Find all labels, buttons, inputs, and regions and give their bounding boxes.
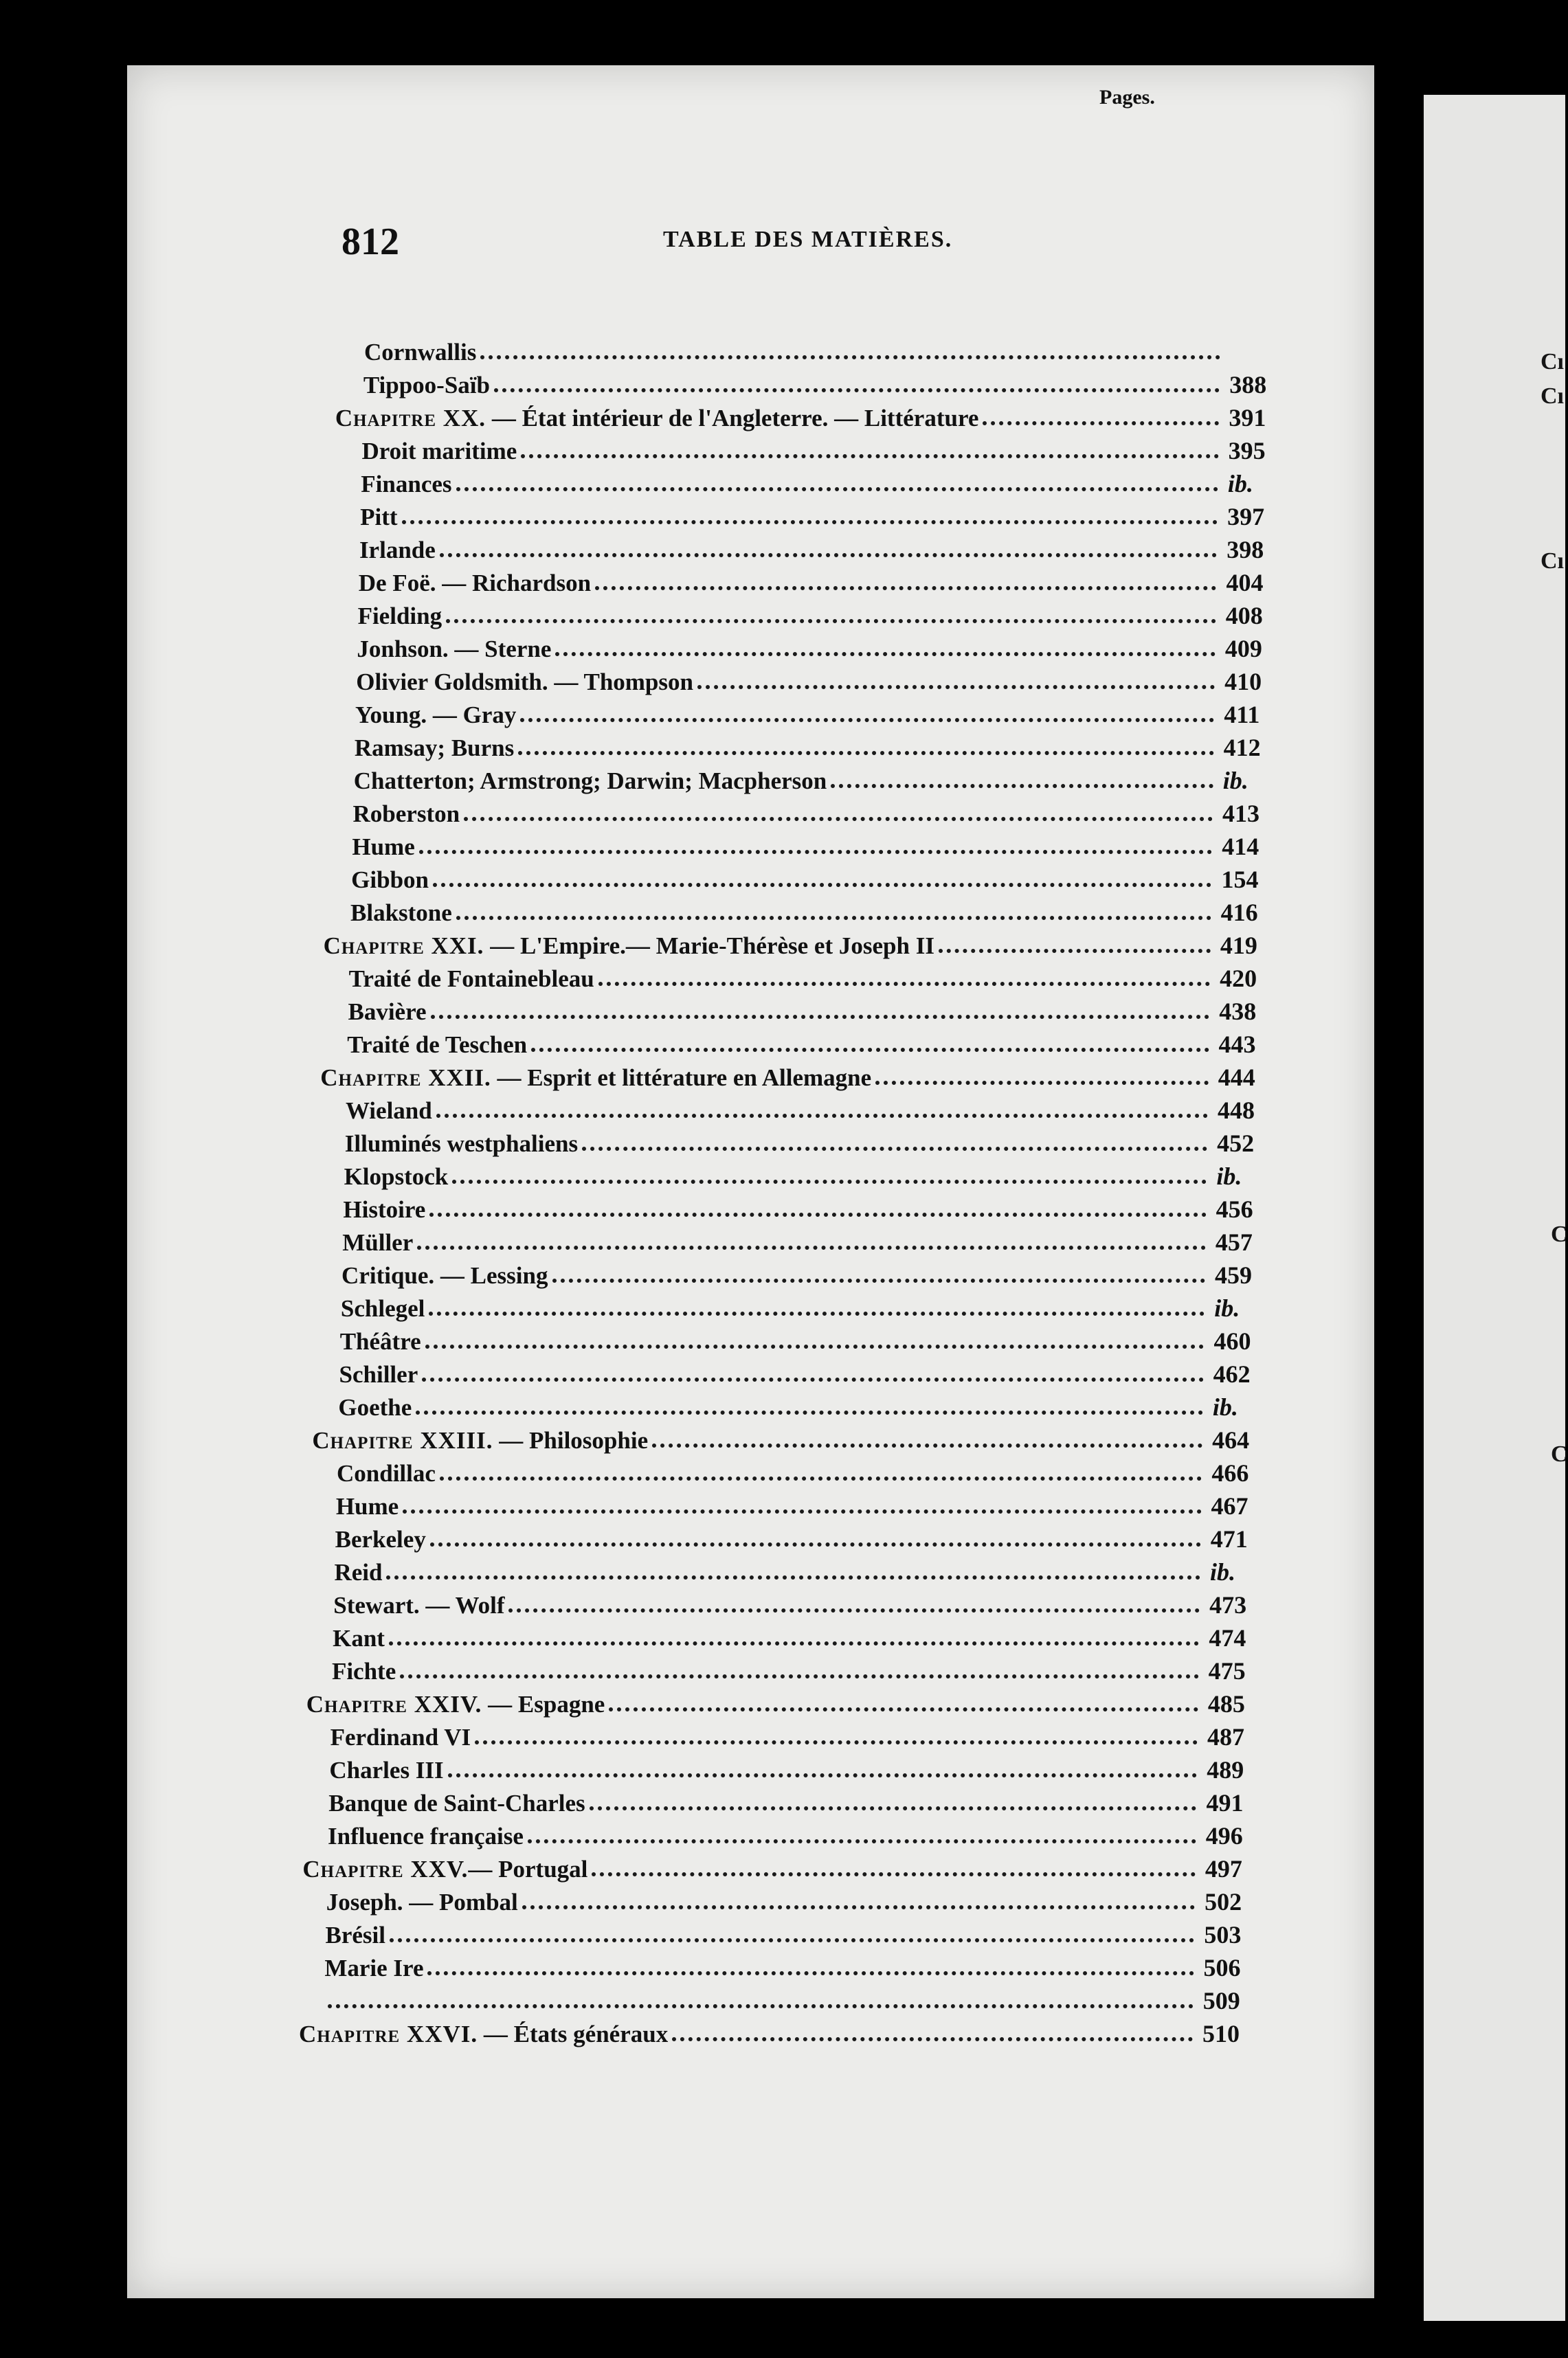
dot-leader	[494, 388, 1220, 392]
toc-page-number: 397	[1227, 503, 1265, 530]
toc-page-number: 460	[1213, 1327, 1251, 1355]
dot-leader	[595, 586, 1216, 590]
toc-entry-text: Histoire	[343, 1196, 426, 1223]
toc-entry-text: Schiller	[339, 1361, 418, 1388]
dot-leader	[389, 1641, 1199, 1646]
toc-entry-text: Reid	[334, 1559, 383, 1586]
toc-page-number: 503	[1204, 1921, 1242, 1949]
toc-entry-label	[331, 1724, 475, 1751]
right-page-fragment: C	[1551, 1222, 1568, 1247]
pages-column-label: Pages.	[1099, 86, 1155, 109]
toc-page-number: 467	[1211, 1492, 1248, 1520]
toc-entry-label	[354, 767, 831, 795]
toc-page-number: 475	[1208, 1657, 1246, 1685]
toc-page-number: 506	[1203, 1954, 1241, 1981]
toc-page-number: ib.	[1222, 767, 1248, 794]
toc-entry-text: Young. — Gray	[355, 701, 517, 728]
toc-chapter-row	[320, 1059, 1286, 1092]
toc-entry-label	[356, 669, 697, 696]
dot-leader	[403, 1509, 1201, 1514]
toc-entry-row	[352, 828, 1290, 861]
toc-entry-label	[329, 1757, 447, 1784]
toc-entry-row	[356, 663, 1293, 696]
toc-entry-text: Roberston	[352, 800, 460, 827]
toc-entry-label	[341, 1295, 429, 1323]
toc-entry-label	[333, 1592, 508, 1619]
toc-page-number: ib.	[1227, 470, 1253, 497]
dot-leader	[436, 1114, 1208, 1118]
toc-entry-row	[348, 993, 1288, 1026]
right-page-fragment: Cı	[1541, 349, 1564, 374]
toc-entry-row	[342, 1224, 1284, 1257]
toc-entry-label	[361, 438, 521, 465]
dot-leader	[475, 1740, 1198, 1744]
toc-entry-label	[359, 570, 595, 597]
toc-entry-label	[355, 734, 518, 762]
dot-leader	[528, 1839, 1196, 1843]
dot-leader	[446, 619, 1216, 623]
dot-leader	[440, 553, 1217, 557]
toc-page-number: ib.	[1216, 1163, 1242, 1190]
toc-entry-text: Klopstock	[344, 1163, 449, 1190]
toc-page-number: 404	[1226, 569, 1264, 596]
toc-page-number: 412	[1223, 734, 1261, 761]
toc-entry-row	[337, 1455, 1280, 1487]
toc-page-number: 485	[1207, 1690, 1245, 1718]
toc-entry-row	[354, 762, 1292, 795]
toc-page-number: 464	[1212, 1426, 1250, 1454]
toc-entry-label	[326, 1922, 390, 1949]
toc-chapter-row	[302, 1850, 1274, 1883]
toc-page-number: 496	[1205, 1822, 1243, 1850]
toc-page-number: 510	[1202, 2020, 1240, 2047]
dot-leader	[417, 1246, 1206, 1250]
dot-leader	[520, 718, 1214, 722]
toc-entry-row	[363, 366, 1298, 399]
toc-entry-label	[349, 965, 598, 993]
toc-chapter-row	[299, 2015, 1271, 2048]
toc-entry-text: Hume	[335, 1493, 399, 1520]
toc-entry-label	[345, 1130, 582, 1158]
toc-entry-label	[348, 998, 430, 1026]
toc-entry-label	[326, 1889, 522, 1916]
toc-page-number: 414	[1222, 833, 1259, 860]
toc-entry-row	[349, 960, 1288, 993]
dot-leader	[590, 1806, 1197, 1810]
toc-entry-text: Bavière	[348, 998, 427, 1025]
toc-page-number: 457	[1215, 1228, 1253, 1256]
toc-entry-row	[333, 1619, 1277, 1652]
toc-entry-text: Joseph. — Pombal	[326, 1889, 518, 1916]
toc-entry-label	[339, 1361, 423, 1389]
toc-page-number: 391	[1229, 404, 1266, 431]
dot-leader	[429, 1213, 1206, 1217]
toc-entry-text: Traité de Teschen	[347, 1031, 528, 1058]
toc-page-number: 409	[1224, 635, 1262, 662]
dot-leader	[697, 685, 1215, 689]
toc-page-number: 419	[1220, 932, 1257, 959]
chapter-number: Chapitre XX.	[335, 405, 486, 431]
toc-entry-label	[355, 701, 520, 729]
toc-entry-row	[333, 1586, 1278, 1619]
toc-entry-label	[358, 603, 447, 630]
toc-entry-label	[353, 800, 464, 828]
toc-entry-row	[328, 1817, 1275, 1850]
toc-entry-label	[342, 1229, 417, 1257]
chapter-number: Chapitre XXII.	[320, 1064, 491, 1091]
toc-entry-text: — Espagne	[482, 1691, 605, 1718]
toc-entry-row	[347, 1026, 1287, 1059]
toc-entry-text: Wieland	[345, 1097, 432, 1124]
toc-page-number: 438	[1219, 998, 1257, 1025]
toc-page-number: 509	[1202, 1987, 1240, 2014]
toc-entry-text: Müller	[342, 1229, 414, 1256]
toc-entry-row	[343, 1191, 1284, 1224]
toc-page-number: ib.	[1214, 1294, 1240, 1322]
dot-leader	[400, 1674, 1198, 1678]
dot-leader	[431, 1015, 1210, 1019]
toc-entry-text: — État intérieur de l'Angleterre. — Littérature	[486, 405, 979, 431]
toc-entry-row	[329, 1751, 1275, 1784]
toc-entry-row	[326, 1916, 1273, 1949]
toc-entry-row	[357, 630, 1294, 663]
dot-leader	[531, 1048, 1209, 1052]
toc-page-number: 502	[1205, 1888, 1242, 1916]
toc-entry-text: Kant	[333, 1625, 385, 1652]
toc-entry-row	[351, 861, 1290, 894]
right-page-fragment: Cı	[1541, 548, 1564, 574]
dot-leader	[429, 1312, 1205, 1316]
toc-entry-row	[345, 1125, 1286, 1158]
toc-entry-text: Olivier Goldsmith. — Thompson	[356, 669, 693, 695]
toc-entry-text: Goethe	[338, 1394, 412, 1421]
toc-entry-text: Brésil	[325, 1922, 385, 1949]
toc-page-number: 395	[1228, 437, 1266, 464]
dot-leader	[518, 751, 1213, 755]
toc-entry-row	[359, 564, 1295, 597]
toc-entry-label	[360, 504, 401, 531]
toc-entry-label	[343, 1196, 429, 1224]
toc-entry-text: Fichte	[331, 1658, 396, 1685]
toc-entry-text: Ferdinand VI	[330, 1724, 471, 1751]
toc-entry-text: Traité de Fontainebleau	[348, 965, 594, 992]
toc-page-number: 413	[1222, 800, 1259, 827]
toc-entry-label	[324, 1955, 427, 1982]
toc-page-number: 474	[1209, 1624, 1246, 1652]
toc-entry-row	[344, 1158, 1286, 1191]
toc-page-number: ib.	[1209, 1558, 1235, 1586]
toc-entry-label	[333, 1625, 389, 1652]
dot-leader	[464, 817, 1213, 821]
dot-leader	[508, 1608, 1200, 1613]
toc-entry-text: Hume	[352, 833, 415, 860]
toc-entry-row	[361, 465, 1297, 498]
toc-entry-label	[344, 1163, 453, 1191]
toc-entry-text: — Esprit et littérature en Allemagne	[491, 1064, 872, 1091]
toc-entry-label	[352, 833, 418, 861]
toc-entry-row	[335, 1520, 1279, 1553]
chapter-number: Chapitre XXIII.	[312, 1427, 493, 1454]
toc-entry-label	[350, 899, 456, 927]
toc-page-number: 420	[1220, 965, 1257, 992]
toc-page-number: 408	[1225, 602, 1263, 629]
toc-entry-label	[363, 372, 494, 399]
running-title: TABLE DES MATIÈRES.	[663, 227, 953, 252]
toc-entry-row	[339, 1356, 1282, 1389]
dot-leader	[390, 1938, 1194, 1942]
toc-entry-text: Condillac	[337, 1460, 436, 1487]
toc-entry-row	[336, 1487, 1280, 1520]
toc-entry-text: Illuminés westphaliens	[344, 1130, 579, 1157]
toc-entry-row	[341, 1290, 1283, 1323]
toc-entry-row	[331, 1718, 1276, 1751]
toc-entry-text: — Portugal	[468, 1856, 588, 1883]
dot-leader	[328, 2004, 1194, 2008]
toc-entry-row	[361, 432, 1297, 465]
dot-leader	[402, 520, 1218, 524]
page-number: 812	[341, 221, 399, 263]
toc-page-number: 497	[1205, 1855, 1242, 1883]
toc-entry-text: Irlande	[359, 537, 436, 563]
toc-chapter-row	[306, 1685, 1277, 1718]
toc-entry-label	[335, 1526, 430, 1553]
toc-entry-text: Stewart. — Wolf	[333, 1592, 505, 1619]
dot-leader	[433, 883, 1211, 887]
toc-entry-label	[332, 1658, 400, 1685]
toc-entry-label	[341, 1262, 552, 1290]
toc-entry-text: Critique. — Lessing	[341, 1262, 548, 1289]
toc-entry-row	[353, 795, 1291, 828]
toc-entry-label	[320, 1064, 875, 1092]
toc-entry-label	[340, 1328, 425, 1356]
toc-entry-row	[341, 1257, 1284, 1290]
dot-leader	[939, 949, 1211, 953]
toc-page-number: 444	[1218, 1064, 1255, 1091]
toc-entry-row	[332, 1652, 1277, 1685]
toc-entry-text: Gibbon	[351, 866, 429, 893]
dot-leader	[521, 454, 1218, 458]
toc-entry-text: Banque de Saint-Charles	[328, 1790, 585, 1817]
toc-entry-label	[334, 1559, 386, 1586]
toc-page-number: 466	[1211, 1459, 1249, 1487]
toc-entry-text: — L'Empire.— Marie-Thérèse et Joseph II	[484, 932, 934, 959]
toc-page-number: 487	[1207, 1723, 1245, 1751]
dot-leader	[555, 652, 1216, 656]
toc-entry-text: Pitt	[360, 504, 398, 530]
toc-entry-label	[346, 1097, 436, 1125]
toc-entry-text: De Foë. — Richardson	[358, 570, 592, 596]
toc-page-number: 491	[1206, 1789, 1244, 1817]
chapter-number: Chapitre XXVI.	[299, 2021, 478, 2047]
toc-entry-text: Marie Ire	[324, 1955, 424, 1981]
dot-leader	[427, 1971, 1194, 1975]
dot-leader	[416, 1411, 1203, 1415]
toc-entry-text: Berkeley	[335, 1526, 426, 1553]
page-header	[210, 220, 1295, 268]
chapter-number: Chapitre XXIV.	[306, 1691, 482, 1718]
toc-entry-label	[338, 1394, 416, 1422]
toc-entry-text: Chatterton; Armstrong; Darwin; Macpherson	[353, 767, 827, 794]
toc-entry-text: Théâtre	[339, 1328, 421, 1355]
toc-entry-label	[351, 866, 433, 894]
toc-entry-text: — États généraux	[478, 2021, 669, 2047]
dot-leader	[831, 784, 1213, 788]
toc-page-number: ib.	[1212, 1393, 1238, 1421]
toc-page-number: 456	[1216, 1195, 1253, 1223]
toc-entry-row	[359, 531, 1295, 564]
toc-chapter-row	[312, 1422, 1281, 1455]
right-page-fragment: C	[1551, 1441, 1568, 1467]
right-book-page-edge	[1424, 95, 1568, 2321]
dot-leader	[552, 1279, 1206, 1283]
toc-entry-label	[324, 932, 939, 960]
dot-leader	[430, 1542, 1201, 1547]
dot-leader	[448, 1773, 1198, 1777]
toc-entry-label	[336, 1493, 403, 1520]
toc-entry-row	[324, 1982, 1272, 2015]
toc-page-number: 448	[1217, 1097, 1255, 1124]
toc-entry-label	[302, 1856, 592, 1883]
dot-leader	[875, 1081, 1209, 1085]
toc-entry-text: Ramsay; Burns	[354, 734, 515, 761]
toc-entry-label	[364, 339, 480, 366]
toc-entry-text: Influence française	[328, 1823, 524, 1850]
dot-leader	[592, 1872, 1196, 1876]
toc-entry-text: Jonhson. — Sterne	[357, 636, 552, 662]
chapter-number: Chapitre XXI.	[323, 932, 484, 959]
toc-page-number: 471	[1210, 1525, 1248, 1553]
toc-entry-row	[360, 498, 1296, 531]
toc-page-number: 443	[1218, 1031, 1256, 1058]
right-page-fragment: Cı	[1541, 383, 1564, 409]
toc-entry-label	[359, 537, 440, 564]
toc-page-number: 489	[1207, 1756, 1244, 1784]
toc-entry-text: Schlegel	[340, 1295, 425, 1322]
toc-entry-text: Blakstone	[350, 899, 452, 926]
toc-entry-label	[337, 1460, 440, 1487]
toc-entry-text: Fielding	[357, 603, 443, 629]
dot-leader	[419, 850, 1212, 854]
toc-entry-row	[328, 1784, 1275, 1817]
toc-entry-row	[338, 1389, 1281, 1422]
toc-page-number: 411	[1224, 701, 1260, 728]
dot-leader	[652, 1444, 1202, 1448]
toc-page-number: 154	[1221, 866, 1259, 893]
dot-leader	[456, 916, 1211, 920]
toc-entry-row	[355, 696, 1292, 729]
toc-chapter-row	[335, 399, 1298, 432]
toc-page-number: 459	[1215, 1261, 1253, 1289]
dot-leader	[452, 1180, 1207, 1184]
dot-leader	[456, 487, 1218, 491]
toc-page-number: 452	[1217, 1130, 1255, 1157]
toc-page-number: 388	[1229, 371, 1267, 398]
dot-leader	[672, 2037, 1193, 2041]
toc-entry-label	[357, 636, 555, 663]
toc-entry-text: Finances	[361, 471, 452, 497]
dot-leader	[582, 1147, 1207, 1151]
dot-leader	[609, 1707, 1198, 1711]
toc-entry-row	[346, 1092, 1286, 1125]
chapter-number: Chapitre XXV.	[302, 1856, 469, 1883]
dot-leader	[425, 1345, 1205, 1349]
toc-entry-label	[312, 1427, 652, 1455]
dot-leader	[983, 421, 1219, 425]
toc-entry-text: Cornwallis	[364, 339, 477, 366]
toc-page-number: 473	[1209, 1591, 1247, 1619]
toc-entry-text: Tippoo-Saïb	[363, 372, 490, 398]
toc-entry-label	[306, 1691, 609, 1718]
toc-page-number: 416	[1220, 899, 1258, 926]
toc-entry-text: Charles III	[329, 1757, 444, 1784]
toc-page-number: 462	[1213, 1360, 1251, 1388]
toc-entry-row	[340, 1323, 1283, 1356]
dot-leader	[480, 355, 1220, 359]
toc-entry-label	[361, 471, 456, 498]
dot-leader	[522, 1905, 1195, 1909]
toc-entry-row	[350, 894, 1290, 927]
toc-entry-label	[347, 1031, 531, 1059]
dot-leader	[422, 1378, 1203, 1382]
toc-entry-text: — Philosophie	[493, 1427, 649, 1454]
dot-leader	[598, 982, 1210, 986]
toc-entry-row	[324, 1949, 1272, 1982]
toc-entry-row	[358, 597, 1295, 630]
toc-page-number: 410	[1224, 668, 1262, 695]
toc-entry-label	[328, 1790, 589, 1817]
toc-chapter-row	[324, 927, 1289, 960]
toc-entry-row	[355, 729, 1292, 762]
toc-entry-label	[335, 405, 983, 432]
toc-entry-row	[334, 1553, 1279, 1586]
toc-entry-row	[364, 333, 1299, 366]
toc-page-number: 398	[1227, 536, 1264, 563]
toc-entry-text: Droit maritime	[361, 438, 517, 464]
dot-leader	[386, 1575, 1200, 1580]
dot-leader	[440, 1476, 1202, 1481]
toc-entry-label	[328, 1823, 528, 1850]
toc-entry-row	[326, 1883, 1273, 1916]
toc-entry-label	[299, 2021, 672, 2048]
